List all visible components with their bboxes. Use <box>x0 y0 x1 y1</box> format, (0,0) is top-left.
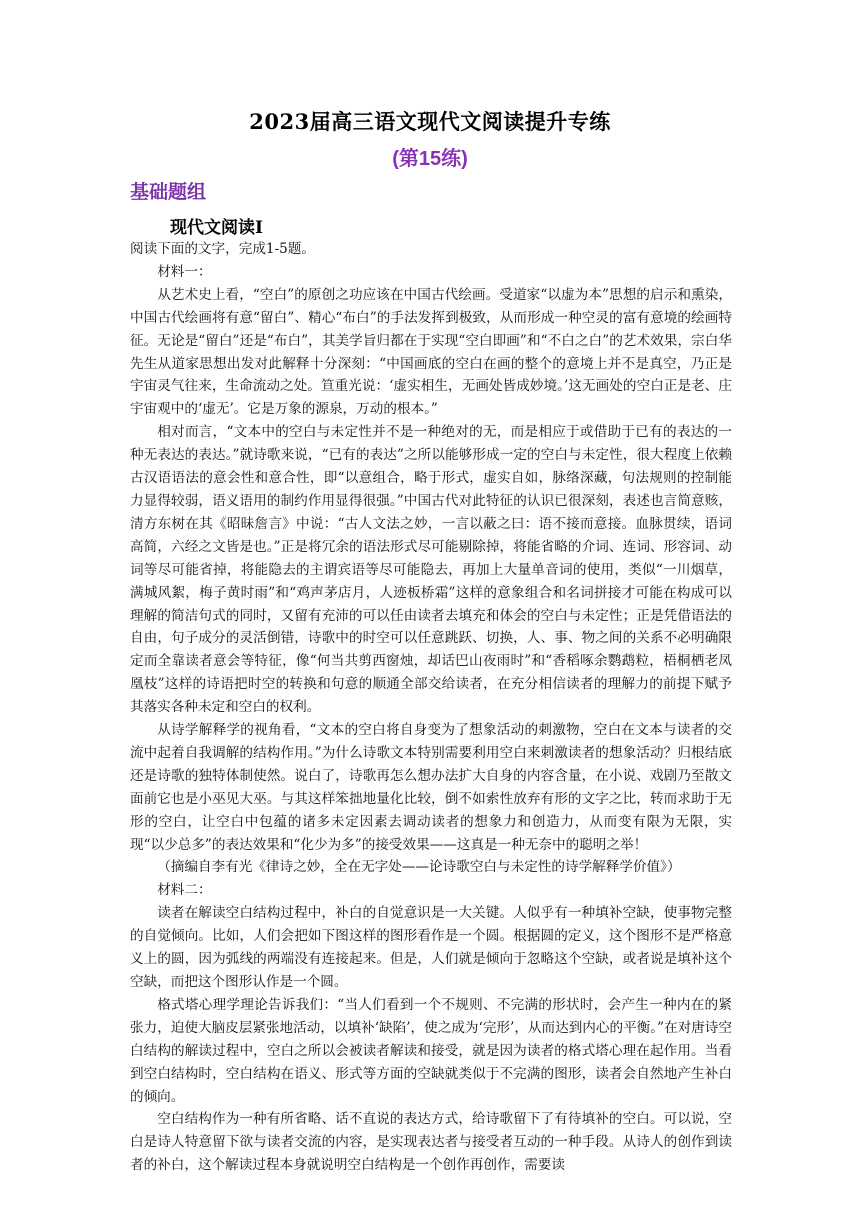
material-one-label: 材料一： <box>157 263 212 280</box>
section-heading: 基础题组 <box>130 182 207 203</box>
exercise-number: (第15练) <box>392 148 468 170</box>
material-two-label: 材料二： <box>157 882 212 899</box>
reading-heading: 现代文阅读Ⅰ <box>170 218 263 238</box>
paragraph: 从诗学解释学的视角看，“文本的空白将自身变为了想象活动的刺激物，空白在文本与读者的交流中起着自我调解的结构作用。”为什么诗歌文本特别需要利用空白来刺激读者的想象活动？归根结底还是诗歌的独特体制使然。说白了，诗歌再怎么想办法扩大自身的内容含量，在小说、戏剧乃至散文面前它也是小巫见大巫。与其这样笨拙地量化比较，倒不如索性放弃有形的文字之比，转而求助于无形的空白，让空白中包蕴的诸多未定因素去调动读者的想象力和创造力，从而变有限为无限，实现“以少总多”的表达效果和“化少为多”的接受效果——这真是一种无奈中的聪明之举！ <box>130 722 732 853</box>
paragraph: 从艺术史上看，“空白”的原创之功应该在中国古代绘画。受道家“以虚为本”思想的启示和熏染，中国古代绘画将有意“留白”、精心“布白”的手法发挥到极致，从而形成一种空灵的富有意境的绘画特征。无论是“留白”还是“布白”，其美学旨归都在于实现“空白即画”和“不白之白”的艺术效果，宗白华先生从道家思想出发对此解释十分深刻：“中国画底的空白在画的整个的意境上并不是真空，乃正是宇宙灵气往来，生命流动之处。笪重光说：‘虚实相生，无画处皆成妙境。’这无画处的空白正是老、庄宇宙观中的‘虚无’。它是万象的源泉，万动的根本。” <box>130 286 732 418</box>
document-title: 2023届高三语文现代文阅读提升专练 <box>249 109 611 134</box>
instruction-text: 阅读下面的文字，完成1-5题。 <box>130 241 316 257</box>
paragraph: 空白结构作为一种有所省略、话不直说的表达方式，给诗歌留下了有待填补的空白。可以说，空白是诗人特意留下欲与读者交流的内容，是实现表达者与接受者互动的一种手段。从诗人的创作到读者的补白，这个解读过程本身就说明空白结构是一个创作再创作，需要读 <box>130 1111 732 1174</box>
paragraph: 相对而言，“文本中的空白与未定性并不是一种绝对的无，而是相应于或借助于已有的表达的一种无表达的表达。”就诗歌来说，“已有的表达”之所以能够形成一定的空白与未定性，很大程度上依赖古汉语语法的意会性和意合性，即“以意组合，略于形式，虚实自如，脉络深藏，句法规则的控制能力显得较弱，语义语用的制约作用显得很强。”中国古代对此特征的认识已很深刻，表述也言简意赅，清方东树在其《昭昧詹言》中说：“古人文法之妙，一言以蔽之曰：语不接而意接。血脉贯续，语词高简，六经之文皆是也。”正是将冗余的语法形式尽可能剔除掉，将能省略的介词、连词、形容词、动词等尽可能省掉，将能隐去的主谓宾语等尽可能隐去，再加上大量单音词的使用，类似“一川烟草，满城风絮，梅子黄时雨”和“鸡声茅店月，人迹板桥霜”这样的意象组合和名词拼接才可能在构成可以理解的简洁句式的同时，又留有充沛的可以任由读者去填充和体会的空白与未定性；正是凭借语法的自由，句子成分的灵活倒错，诗歌中的时空可以任意跳跃、切换，人、事、物之间的关系不必明确限定而全靠读者意会等特征，像“何当共剪西窗烛，却话巴山夜雨时”和“香稻啄余鹦鹉粒，梧桐栖老凤凰枝”这样的诗语把时空的转换和句意的顺通全部交给读者，在充分相信读者的理解力的前提下赋予其落实各种未定和空白的权利。 <box>130 424 732 716</box>
paragraph: 格式塔心理学理论告诉我们：“当人们看到一个不规则、不完满的形状时，会产生一种内在的紧张力，迫使大脑皮层紧张地活动，以填补‘缺陷’，使之成为‘完形’，从而达到内心的平衡。”在对唐诗空白结构的解读过程中，空白之所以会被读者解读和接受，就是因为读者的格式塔心理在起作用。当看到空白结构时，空白结构在语义、形式等方面的空缺就类似于不完满的图形，读者会自然地产生补白的倾向。 <box>130 996 732 1105</box>
source-citation: （摘编自李有光《律诗之妙，全在无字处——论诗歌空白与未定性的诗学解释学价值》） <box>157 859 681 876</box>
paragraph: 读者在解读空白结构过程中，补白的自觉意识是一大关键。人似乎有一种填补空缺，使事物完整的自觉倾向。比如，人们会把如下图这样的图形看作是一个圆。根据圆的定义，这个图形不是严格意义上的圆，因为弧线的两端没有连接起来。但是，人们就是倾向于忽略这个空缺，或者说是填补这个空缺，而把这个图形认作是一个圆。 <box>130 905 732 990</box>
article-body <box>130 238 732 1177</box>
